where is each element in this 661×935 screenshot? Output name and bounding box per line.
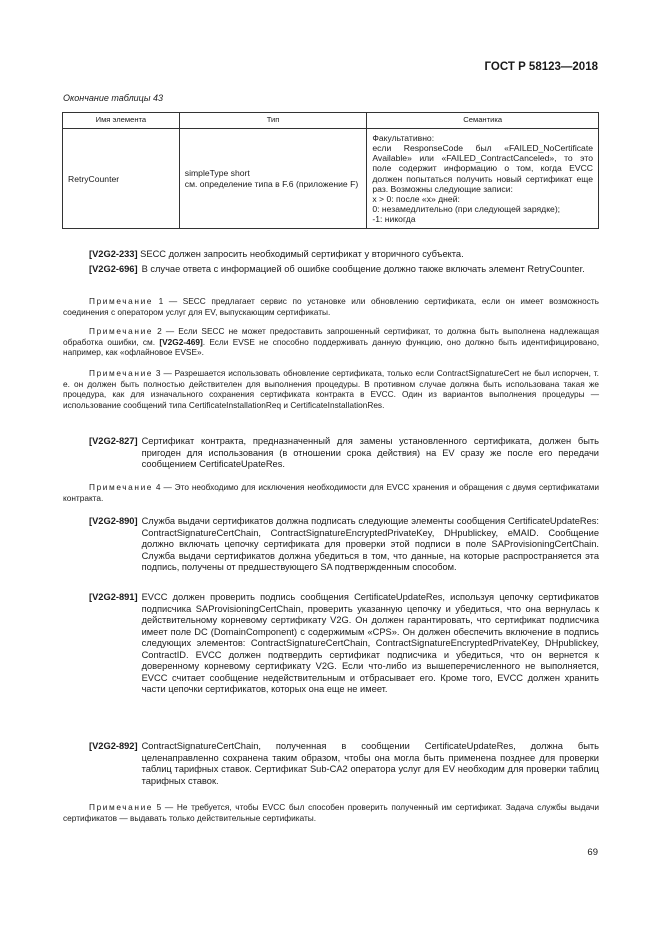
requirement-v2g2-233 xyxy=(63,249,599,261)
note-label: Примечание xyxy=(89,482,154,492)
req-tag: [V2G2-696] xyxy=(89,264,138,274)
req-text: SECC должен запросить необходимый сертификат у вторичного субъекта. xyxy=(140,249,464,259)
note-3 xyxy=(63,368,599,410)
req-tag: [V2G2-890] xyxy=(89,516,138,526)
note-2 xyxy=(63,326,599,358)
col-header-type: Тип xyxy=(179,113,367,129)
note-1 xyxy=(63,296,599,317)
note-text: 1 — SECC предлагает сервис по установке или обновлению сертификата, если он имеет возможность соединения с оператором услуг для EV, выпускающим сертификаты. xyxy=(63,296,599,317)
requirement-v2g2-892 xyxy=(63,741,599,787)
note-text: 5 — Не требуется, чтобы EVCC был способен проверить полученный им сертификат. Задача службы выдачи сертификатов — выдавать только действительные сертификаты. xyxy=(63,802,599,823)
note-ref: [V2G2-469] xyxy=(159,336,203,347)
table-43 xyxy=(62,112,599,229)
req-tag: [V2G2-233] xyxy=(89,249,138,259)
requirement-v2g2-890 xyxy=(63,516,599,574)
cell-element-name: RetryCounter xyxy=(63,129,180,229)
req-text: Сертификат контракта, предназначенный для замены установленного сертификата, должен быть пригоден для использования (в отношении срока действия) на EV сразу же после его передачи сообщением CertificateUpateRes. xyxy=(141,436,599,470)
note-label: Примечание xyxy=(89,326,154,336)
standard-header: ГОСТ Р 58123—2018 xyxy=(484,61,598,73)
requirement-v2g2-891 xyxy=(63,592,599,696)
table-header-row xyxy=(63,113,599,129)
table-caption: Окончание таблицы 43 xyxy=(63,93,163,103)
req-text: ContractSignatureCertChain, полученная в сообщении CertificateUpdateRes, должна быть целенаправленно сохранена таким образом, чтобы она могла быть применена позднее для проверки таблиц тарифных ставок. Сертификат Sub-CA2 оператора услуг для EV необходим для проверки таблиц тарифных ставок. xyxy=(141,741,599,786)
req-tag: [V2G2-827] xyxy=(89,436,138,446)
note-label: Примечание xyxy=(89,296,154,306)
req-text: EVCC должен проверить подпись сообщения CertificateUpdateRes, используя цепочку сертификатов подписчика SAProvisioningCertChain, проверить указанную цепочку и убедиться, что она вернулась к действительному корневому сертификату V2G. Он должен гарантировать, что сертификат подписчика имеет поле DC (DomainComponent) с содержимым «CPS». Он должен обеспечить включение в подпись следующих элементов: ContractSignatureCertChain, ContractSignatureEncryptedPrivateKey, DHpublickey, ContractID. EVCC должен подтвердить сертификат подписчика и убедиться, что он вернется к доверенному корневому сертификату V2G. Если что-либо из вышеперечисленного не выполняется, EVCC считает сообщение недействительным и отбрасывает его. Кроме того, EVCC должен хранить части цепочки сертификатов, которых она еще не имеет. xyxy=(141,592,599,695)
note-text: 3 — Разрешается использовать обновление сертификата, только если ContractSignatureCert не был испорчен, т. е. он должен быть полностью действителен для выполнения процедуры. В противном случае должна быть использована такая же процедура, как для изначального сохранения сертификата контракта в EVCC. Один из вариантов выполнения процедуры — использование сообщений типа CertificateInstallationReq и CertificateInstallationRes. xyxy=(63,368,599,410)
req-tag: [V2G2-891] xyxy=(89,592,138,602)
note-text-cont: . Если EVSE не способно поддерживать данную функцию, оно должно быть идентифицировано, например, как «офлайновое EVSE». xyxy=(63,336,599,358)
req-tag: [V2G2-892] xyxy=(89,741,138,751)
note-text: 2 — Если SECC не может предоставить запрошенный сертификат, то должна быть выполнена надлежащая обработка ошибки, см. xyxy=(63,326,599,347)
note-5 xyxy=(63,802,599,823)
note-text: 4 — Это необходимо для исключения необходимости для EVCC хранения и обращения с двумя сертификатами контракта. xyxy=(63,482,599,503)
col-header-semantics: Семантика xyxy=(367,113,599,129)
table-row xyxy=(63,129,599,229)
col-header-name: Имя элемента xyxy=(63,113,180,129)
requirement-v2g2-696 xyxy=(63,264,599,276)
req-text: В случае ответа с информацией об ошибке сообщение должно также включать элемент RetryCounter. xyxy=(141,264,585,274)
cell-semantics: Факультативно: если ResponseCode был «FAILED_NoCertificate Available» или «FAILED_ContractCanceled», то это поле содержит информацию о том, когда EVCC должен попытаться получить новый сертификат еще раз. Возможны следующие записи: x > 0: после «x» дней: 0: незамедлительно (при следующей зарядке); -1: никогда xyxy=(367,129,599,229)
page-number: 69 xyxy=(587,847,598,858)
requirement-v2g2-827 xyxy=(63,436,599,471)
note-4 xyxy=(63,482,599,503)
cell-type: simpleType short см. определение типа в F.6 (приложение F) xyxy=(179,129,367,229)
note-label: Примечание xyxy=(89,368,154,378)
note-label: Примечание xyxy=(89,802,154,812)
req-text: Служба выдачи сертификатов должна подписать следующие элементы сообщения CertificateUpdateRes: ContractSignatureCertChain, ContractSignatureEncryptedPrivateKey, DHpublickey, eMAID. Сообщение должно включать цепочку сертификата для проверки этой подписи в поле SAProvisioningCertChain. Служба выдачи сертификатов должна убедиться в том, что данные, на которые распространяется эта подпись, получены от предшествующего SA подтвержденным способом. xyxy=(141,516,599,573)
